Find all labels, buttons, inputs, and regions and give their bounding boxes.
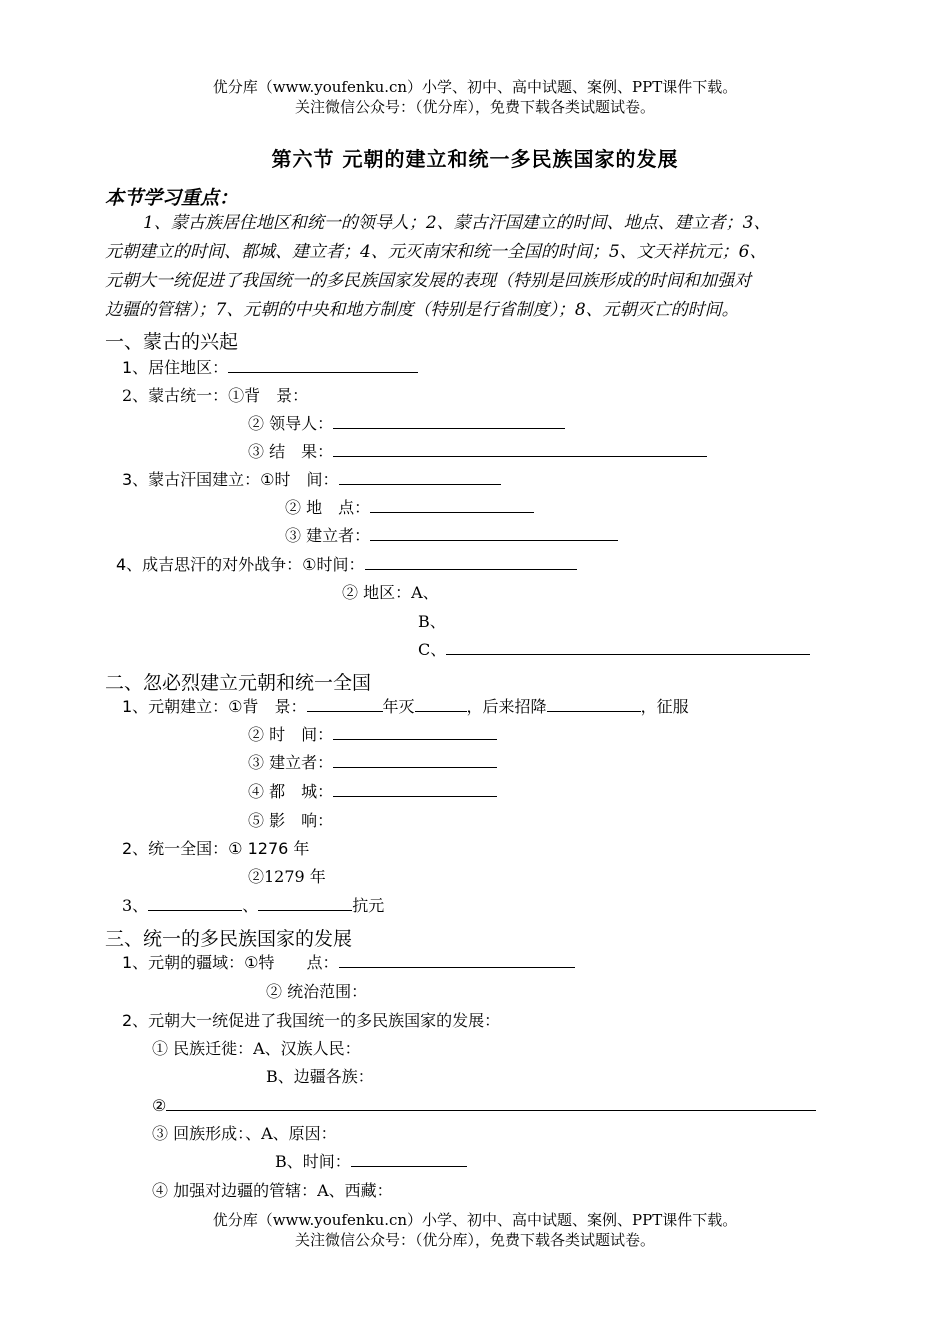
s3-hui-reason [152,1123,337,1145]
s3-border-tibet [152,1180,393,1202]
s3-development [122,1010,500,1032]
s2-yuan-time-blank[interactable] [333,724,497,740]
s2-yuan-capital-label: ④ 都 城： [248,782,334,801]
s1-khanate-founder-blank[interactable] [370,525,618,541]
s3-territory-scope-label: ② 统治范围： [266,982,368,1001]
s1-unification [122,385,308,407]
s3-territory-scope [266,981,367,1003]
section-3-title: 三、统一的多民族国家的发展 [105,928,353,950]
s1-khanate-founder-label: ③ 建立者： [285,526,371,545]
s2-yuan-founder-label: ③ 建立者： [248,753,334,772]
s3-item-2-label: ② [152,1096,167,1115]
s2-resist-blank-1[interactable] [148,895,242,911]
s2-yuan-background-label: 1、元朝建立：①背 景： [122,697,307,716]
s3-migration-a [152,1038,361,1060]
s2-background-blank-1[interactable] [307,696,383,712]
s2-background-blank-3[interactable] [547,696,641,712]
s1-khanate-place [285,497,534,519]
s3-territory-feature [122,952,575,974]
s2-resist-yuan [122,895,384,917]
s1-wars-region-b-label: B、 [418,612,446,631]
s2-yuan-background [122,696,689,718]
section-1-title: 一、蒙古的兴起 [105,331,239,353]
s2-yuan-founder [248,752,497,774]
s1-khanate-time-label: 3、蒙古汗国建立：①时 间： [122,470,339,489]
s1-wars-region-a [342,582,439,604]
s1-result-blank[interactable] [333,441,707,457]
s2-yuan-founder-blank[interactable] [333,752,497,768]
key-points-line-4: 边疆的管辖）；7、元朝的中央和地方制度（特别是行省制度）；8、元朝灭亡的时间。 [105,300,739,320]
s1-residence-label: 1、居住地区： [122,358,229,377]
s3-item-2 [152,1095,816,1117]
footer-line-2: 关注微信公众号：（优分库），免费下载各类试题试卷。 [294,1231,655,1249]
s2-unify-1276-label: 2、统一全国：① 1276 年 [122,839,310,858]
s3-hui-reason-label: ③ 回族形成：、A、原因： [152,1124,337,1143]
s1-wars-time [116,554,577,576]
s1-result [248,441,707,463]
s3-territory-feature-label: 1、元朝的疆域：①特 点： [122,953,339,972]
s1-wars-region-c-label: C、 [418,640,447,659]
s2-yuan-impact-label: ⑤ 影 响： [248,811,334,830]
s2-resist-prefix: 3、 [122,896,149,915]
s3-border-tibet-label: ④ 加强对边疆的管辖：A、西藏： [152,1181,393,1200]
s2-resist-suffix: 抗元 [352,896,385,915]
key-points-line-3: 元朝大一统促进了我国统一的多民族国家发展的表现（特别是回族形成的时间和加强对 [105,271,751,291]
s1-wars-region-c-blank[interactable] [446,639,810,655]
s1-leader-label: ② 领导人： [248,414,334,433]
s2-unify-1279-label: ②1279 年 [248,867,326,886]
s1-leader [248,413,565,435]
s2-background-text-1: 年灭 [382,697,415,716]
s3-territory-feature-blank[interactable] [339,952,575,968]
s2-background-blank-2[interactable] [415,696,467,712]
s1-unification-label: 2、蒙古统一：①背 景： [122,386,309,405]
s1-khanate-time [122,469,501,491]
s3-hui-time-label: B、时间： [275,1152,351,1171]
key-points-line-1: 1、蒙古族居住地区和统一的领导人；2、蒙古汗国建立的时间、地点、建立者；3、 [143,213,771,233]
s3-hui-time-blank[interactable] [351,1151,467,1167]
s1-result-label: ③ 结 果： [248,442,334,461]
page-title: 第六节 元朝的建立和统一多民族国家的发展 [271,147,679,171]
key-points-heading: 本节学习重点： [105,187,239,209]
s1-wars-time-blank[interactable] [365,554,577,570]
s2-unify-1276 [122,838,309,860]
header-line-2: 关注微信公众号：（优分库），免费下载各类试题试卷。 [294,98,655,116]
s2-background-text-3: ，征服 [640,697,689,716]
s1-khanate-time-blank[interactable] [339,469,501,485]
s2-yuan-time [248,724,497,746]
s1-wars-region-a-label: ② 地区：A、 [342,583,439,602]
s2-unify-1279 [248,866,326,888]
s1-wars-region-b [418,611,446,633]
s3-development-label: 2、元朝大一统促进了我国统一的多民族国家的发展： [122,1011,501,1030]
s1-khanate-place-blank[interactable] [370,497,534,513]
s3-hui-time [275,1151,467,1173]
s1-residence-blank[interactable] [228,357,418,373]
s3-item-2-blank[interactable] [166,1095,816,1111]
s1-leader-blank[interactable] [333,413,565,429]
s1-wars-region-c [418,639,810,661]
s2-yuan-capital-blank[interactable] [333,781,497,797]
s2-background-text-2: ，后来招降 [466,697,547,716]
key-points-line-2: 元朝建立的时间、都城、建立者；4、元灭南宋和统一全国的时间；5、文天祥抗元；6、 [105,242,767,262]
footer-line-1: 优分库（www.youfenku.cn）小学、初中、高中试题、案例、PPT课件下载。 [212,1211,738,1229]
s1-khanate-place-label: ② 地 点： [285,498,371,517]
s2-resist-sep: 、 [242,896,259,915]
s1-khanate-founder [285,525,618,547]
s2-resist-blank-2[interactable] [258,895,352,911]
s2-yuan-time-label: ② 时 间： [248,725,334,744]
section-2-title: 二、忽必烈建立元朝和统一全国 [105,672,372,694]
s3-migration-b-label: B、边疆各族： [266,1067,374,1086]
header-line-1: 优分库（www.youfenku.cn）小学、初中、高中试题、案例、PPT课件下载。 [212,78,738,96]
s3-migration-a-label: ① 民族迁徙：A、汉族人民： [152,1039,361,1058]
s2-yuan-impact [248,810,333,832]
s2-yuan-capital [248,781,497,803]
s1-wars-time-label: 4、成吉思汗的对外战争：①时间： [116,555,365,574]
s3-migration-b [266,1066,374,1088]
s1-residence [122,357,418,379]
